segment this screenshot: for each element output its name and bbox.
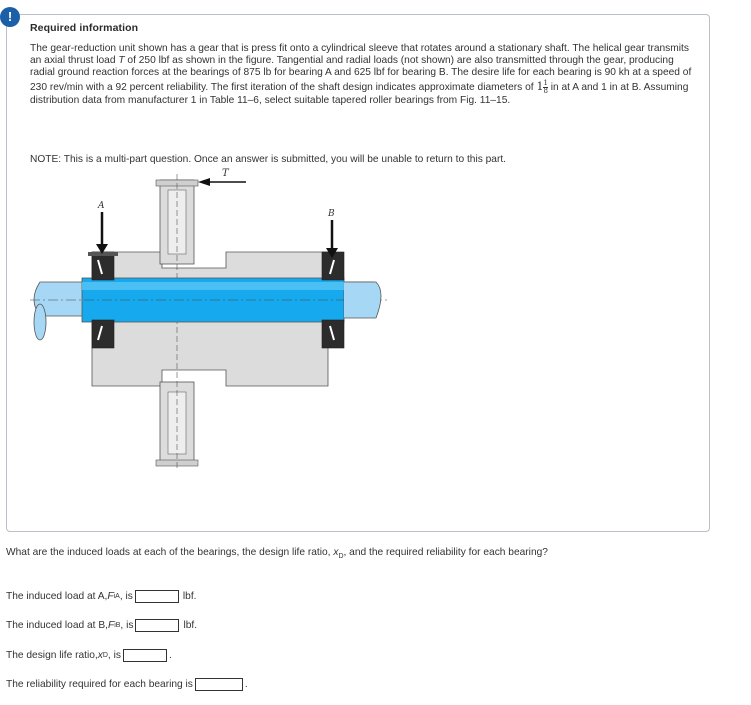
induced-load-a-input[interactable] [135, 590, 179, 603]
answer-row-fia: The induced load at A, F iA , is lbf. [6, 591, 197, 602]
reliability-input[interactable] [195, 678, 243, 691]
bearing-label-b: B [328, 209, 335, 219]
mixed-fraction-whole: 1 [536, 79, 544, 93]
thrust-label-t: T [222, 168, 229, 179]
design-life-ratio-input[interactable] [123, 649, 167, 662]
unit-lbf: lbf. [182, 591, 197, 602]
bearing-label-a: A [98, 201, 105, 211]
question-text: What are the induced loads at each of the bearings, the design life ratio, $x_D$, and the required reliability for each bearing? [6, 547, 548, 561]
problem-statement: The gear-reduction unit shown has a gear that is press fit onto a cylindrical sleeve that rotates around a stationary shaft. The helical gear transmits an axial thrust load T of 250 lbf as shown in the figure. Tangential and radial loads (not shown) are also transmitted through the gear, producing radial ground reaction forces at the bearings of 875 lb for bearing A and 625 lbf for bearing B. The desire life for each bearing is 90 kh at a speed of 230 rev/min with a 92 percent reliability. The first iteration of the shaft design indicates approximate diameters of 1 $\frac{1}{8}$ in at A and 1 in at B. Assuming distribution data from manufacturer 1 in Table 11–6, select suitable tapered roller bearings from Fig. 11–15. [30, 43, 692, 106]
answer-row-fib: The induced load at B, F iB , is lbf. [6, 620, 198, 631]
mixed-fraction: $\frac{1}{8}$ [543, 78, 548, 95]
induced-load-b-input[interactable] [135, 619, 179, 632]
multi-part-note: NOTE: This is a multi-part question. Once an answer is submitted, you will be unable to return to this part. [30, 154, 507, 165]
info-title: Required information [30, 22, 139, 34]
alert-icon: ! [0, 7, 20, 27]
gear-reduction-figure [30, 168, 390, 478]
answer-row-reliability: The reliability required for each bearing is . [6, 679, 248, 690]
answer-row-xd: The design life ratio, x D , is . [6, 650, 172, 661]
unit-lbf: lbf. [183, 620, 198, 631]
